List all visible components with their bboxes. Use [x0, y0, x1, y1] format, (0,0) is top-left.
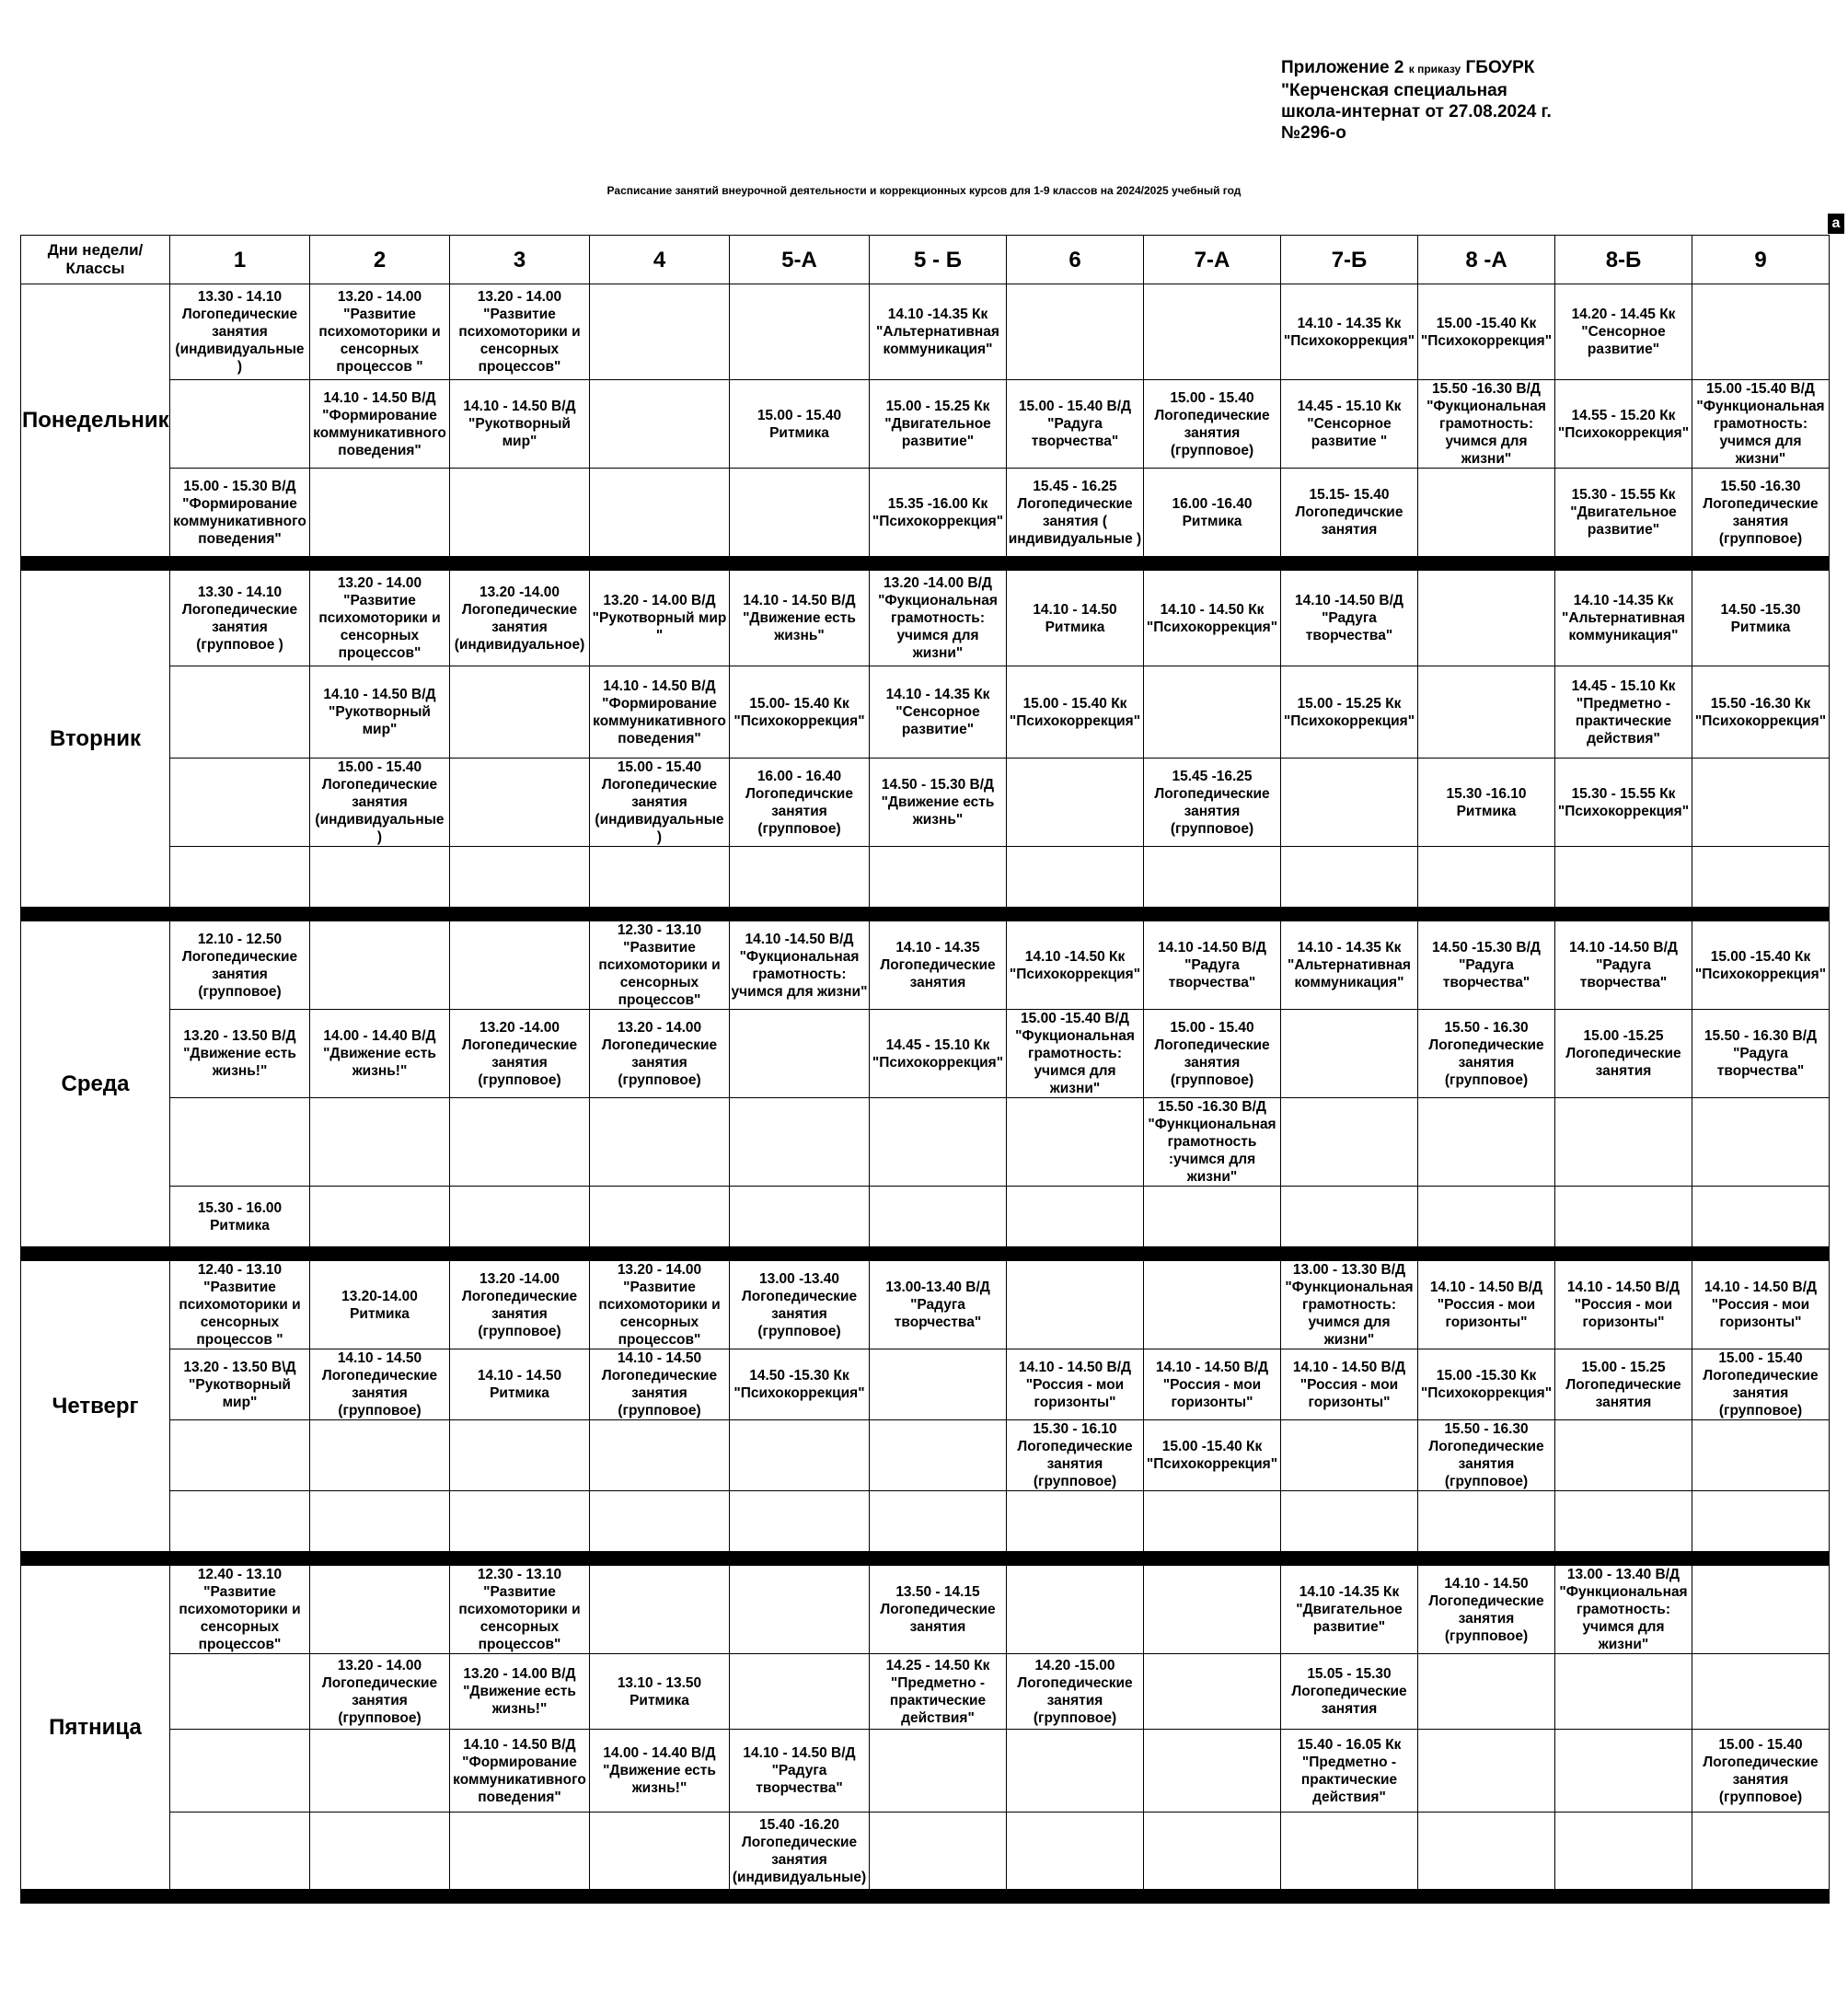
schedule-cell: 12.10 - 12.50 Логопедические занятия (групповое): [170, 921, 310, 1010]
schedule-cell: [1555, 1654, 1692, 1730]
schedule-cell: [1144, 847, 1281, 908]
schedule-cell: [170, 380, 310, 469]
schedule-cell: 14.10 -14.35 Кк "Альтернативная коммуникация": [1555, 571, 1692, 666]
schedule-cell: 12.30 - 13.10 "Развитие психомоторики и сенсорных процессов": [450, 1566, 590, 1654]
schedule-cell: [1418, 1812, 1555, 1890]
class-header: 2: [310, 236, 450, 284]
schedule-cell: 15.00 - 15.40 В/Д "Радуга творчества": [1007, 380, 1144, 469]
schedule-row: [21, 666, 1830, 759]
schedule-row: [21, 1491, 1830, 1552]
schedule-cell: [1692, 1812, 1830, 1890]
schedule-cell: 15.30 -16.10 Ритмика: [1418, 759, 1555, 847]
schedule-cell: [450, 847, 590, 908]
schedule-cell: 14.10 -14.50 В/Д "Фукциональная грамотность: учимся для жизни": [730, 921, 870, 1010]
schedule-cell: [170, 1812, 310, 1890]
separator-bar: [21, 1552, 1830, 1566]
schedule-cell: 13.20 - 14.00 "Развитие психомоторики и сенсорных процессов ": [310, 284, 450, 380]
schedule-cell: 13.20-14.00 Ритмика: [310, 1261, 450, 1349]
schedule-cell: [1418, 1491, 1555, 1552]
schedule-cell: [1281, 759, 1418, 847]
header-line1-b: ГБОУРК: [1465, 58, 1535, 77]
schedule-cell: 15.50 -16.30 Кк "Психокоррекция": [1692, 666, 1830, 759]
schedule-cell: [1418, 469, 1555, 557]
schedule-cell: [870, 1098, 1007, 1187]
schedule-cell: 15.30 - 16.10 Логопедические занятия (групповое): [1007, 1420, 1144, 1491]
schedule-cell: 14.50 -15.30 Ритмика: [1692, 571, 1830, 666]
class-header: 3: [450, 236, 590, 284]
schedule-cell: [590, 1187, 730, 1247]
schedule-cell: [1281, 1812, 1418, 1890]
schedule-cell: [590, 847, 730, 908]
schedule-cell: 12.40 - 13.10 "Развитие психомоторики и сенсорных процессов ": [170, 1261, 310, 1349]
schedule-cell: [1144, 1491, 1281, 1552]
schedule-cell: [1007, 284, 1144, 380]
schedule-cell: 13.20 - 14.00 Логопедические занятия (групповое): [310, 1654, 450, 1730]
schedule-cell: [1144, 1812, 1281, 1890]
schedule-cell: 12.40 - 13.10 "Развитие психомоторики и сенсорных процессов": [170, 1566, 310, 1654]
day-name: Понедельник: [21, 284, 170, 557]
schedule-cell: [1007, 759, 1144, 847]
schedule-cell: 15.30 - 16.00 Ритмика: [170, 1187, 310, 1247]
schedule-cell: 15.00 -15.40 Кк "Психокоррекция": [1144, 1420, 1281, 1491]
schedule-cell: [870, 1812, 1007, 1890]
corner-marker: a: [1828, 214, 1844, 234]
schedule-cell: 15.00 - 15.40 Ритмика: [730, 380, 870, 469]
schedule-cell: 15.00 -15.40 В/Д "Функциональная грамотность: учимся для жизни": [1692, 380, 1830, 469]
schedule-cell: [1555, 1730, 1692, 1812]
schedule-cell: [1692, 1420, 1830, 1491]
schedule-cell: [1418, 1654, 1555, 1730]
schedule-cell: 15.00 - 15.40 Кк "Психокоррекция": [1007, 666, 1144, 759]
schedule-cell: [1555, 1491, 1692, 1552]
schedule-cell: 15.35 -16.00 Кк "Психокоррекция": [870, 469, 1007, 557]
schedule-cell: [1418, 1187, 1555, 1247]
schedule-cell: 14.10 -14.50 В/Д "Радуга творчества": [1281, 571, 1418, 666]
schedule-cell: 15.00 -15.40 Кк "Психокоррекция": [1418, 284, 1555, 380]
schedule-cell: 15.00 -15.30 Кк "Психокоррекция": [1418, 1349, 1555, 1420]
schedule-cell: 15.15- 15.40 Логопедичские занятия: [1281, 469, 1418, 557]
schedule-cell: [310, 847, 450, 908]
separator-bar: [21, 1890, 1830, 1904]
schedule-cell: [1692, 284, 1830, 380]
schedule-cell: 13.50 - 14.15 Логопедические занятия: [870, 1566, 1007, 1654]
schedule-cell: 15.40 - 16.05 Кк "Предметно - практические действия": [1281, 1730, 1418, 1812]
schedule-cell: 14.10 - 14.50 В/Д "Радуга творчества": [730, 1730, 870, 1812]
schedule-cell: [1281, 1491, 1418, 1552]
schedule-row: [21, 847, 1830, 908]
schedule-cell: 14.10 - 14.50 В/Д "Россия - мои горизонты": [1692, 1261, 1830, 1349]
schedule-cell: [730, 469, 870, 557]
schedule-cell: [1144, 1187, 1281, 1247]
schedule-cell: [1007, 1491, 1144, 1552]
class-header: 1: [170, 236, 310, 284]
schedule-cell: 14.50 - 15.30 В/Д "Движение есть жизнь": [870, 759, 1007, 847]
schedule-cell: [1144, 1566, 1281, 1654]
day-separator: [21, 557, 1830, 571]
schedule-cell: 14.10 - 14.50 В/Д "Формирование коммуникативного поведения": [310, 380, 450, 469]
day-separator: [21, 908, 1830, 921]
schedule-cell: 15.00 -15.40 В/Д "Фукциональная грамотность: учимся для жизни": [1007, 1010, 1144, 1098]
schedule-row: [21, 1654, 1830, 1730]
schedule-cell: 15.00 - 15.25 Кк "Двигательное развитие": [870, 380, 1007, 469]
schedule-cell: 15.45 -16.25 Логопедические занятия (групповое): [1144, 759, 1281, 847]
schedule-cell: [310, 1812, 450, 1890]
schedule-cell: 15.40 -16.20 Логопедические занятия (индивидуальные): [730, 1812, 870, 1890]
schedule-cell: [1281, 847, 1418, 908]
schedule-cell: 15.00 - 15.40 Логопедические занятия (групповое): [1144, 1010, 1281, 1098]
schedule-cell: 14.10 - 14.50 В/Д "Рукотворный мир": [310, 666, 450, 759]
corner-header: Дни недели/Классы: [21, 236, 170, 284]
schedule-cell: [590, 469, 730, 557]
schedule-cell: [730, 1566, 870, 1654]
schedule-cell: [450, 1098, 590, 1187]
schedule-cell: 13.20 -14.00 В/Д "Фукциональная грамотность: учимся для жизни": [870, 571, 1007, 666]
schedule-cell: [170, 847, 310, 908]
schedule-row: [21, 1349, 1830, 1420]
class-header: 8-Б: [1555, 236, 1692, 284]
schedule-body: [21, 284, 1830, 1904]
schedule-cell: [590, 1491, 730, 1552]
schedule-cell: 14.10 - 14.50 В/Д "Формирование коммуникативного поведения": [450, 1730, 590, 1812]
schedule-cell: [450, 666, 590, 759]
schedule-cell: [730, 1187, 870, 1247]
schedule-cell: [870, 1349, 1007, 1420]
schedule-row: [21, 1010, 1830, 1098]
class-header: 6: [1007, 236, 1144, 284]
schedule-cell: [1555, 847, 1692, 908]
schedule-cell: 15.00 - 15.40 Логопедические занятия (групповое): [1144, 380, 1281, 469]
schedule-cell: 15.00 - 15.40 Логопедические занятия (индивидуальные ): [590, 759, 730, 847]
header-line2: "Керченская специальная: [1281, 81, 1507, 100]
schedule-cell: 13.20 - 14.00 "Развитие психомоторики и сенсорных процессов": [450, 284, 590, 380]
schedule-cell: 14.10 - 14.50 В/Д "Россия - мои горизонты": [1418, 1261, 1555, 1349]
schedule-cell: 14.10 - 14.50 В/Д "Формирование коммуникативного поведения": [590, 666, 730, 759]
schedule-cell: [730, 284, 870, 380]
schedule-cell: [450, 1491, 590, 1552]
schedule-cell: 15.00 - 15.40 Логопедические занятия (групповое): [1692, 1349, 1830, 1420]
schedule-cell: 14.10 - 14.50 В/Д "Россия - мои горизонты": [1281, 1349, 1418, 1420]
schedule-cell: [870, 1420, 1007, 1491]
schedule-cell: 15.05 - 15.30 Логопедические занятия: [1281, 1654, 1418, 1730]
schedule-cell: [1281, 1010, 1418, 1098]
schedule-cell: 14.10 - 14.35 Кк "Психокоррекция": [1281, 284, 1418, 380]
schedule-cell: [730, 847, 870, 908]
schedule-cell: [1692, 1187, 1830, 1247]
schedule-row: [21, 1566, 1830, 1654]
schedule-cell: [450, 1187, 590, 1247]
schedule-cell: 15.50 -16.30 В/Д "Фукциональная грамотность: учимся для жизни": [1418, 380, 1555, 469]
schedule-cell: [310, 921, 450, 1010]
schedule-cell: [590, 380, 730, 469]
schedule-cell: [730, 1491, 870, 1552]
schedule-cell: [310, 1187, 450, 1247]
schedule-cell: 14.10 -14.50 В/Д "Радуга творчества": [1555, 921, 1692, 1010]
schedule-cell: [590, 1420, 730, 1491]
schedule-row: [21, 284, 1830, 380]
schedule-row: [21, 571, 1830, 666]
class-header: 8 -А: [1418, 236, 1555, 284]
schedule-cell: 14.10 - 14.50 Логопедические занятия (групповое): [590, 1349, 730, 1420]
schedule-row: [21, 469, 1830, 557]
schedule-cell: [310, 469, 450, 557]
class-header: 5 - Б: [870, 236, 1007, 284]
schedule-cell: 13.20 - 14.00 В/Д "Рукотворный мир ": [590, 571, 730, 666]
schedule-cell: 14.50 -15.30 Кк "Психокоррекция": [730, 1349, 870, 1420]
separator-bar: [21, 908, 1830, 921]
day-separator: [21, 1247, 1830, 1261]
day-name: Вторник: [21, 571, 170, 908]
schedule-cell: [1692, 1654, 1830, 1730]
schedule-cell: [1281, 1098, 1418, 1187]
schedule-cell: 14.20 -15.00 Логопедические занятия (групповое): [1007, 1654, 1144, 1730]
schedule-cell: 14.10 - 14.35 Кк "Альтернативная коммуникация": [1281, 921, 1418, 1010]
schedule-cell: [730, 1420, 870, 1491]
schedule-cell: [1555, 1098, 1692, 1187]
header-line1-a: Приложение 2: [1281, 58, 1404, 77]
schedule-cell: [1418, 571, 1555, 666]
schedule-cell: [450, 1812, 590, 1890]
schedule-cell: [1007, 1098, 1144, 1187]
schedule-cell: 16.00 - 16.40 Логопедичские занятия (групповое): [730, 759, 870, 847]
schedule-cell: [730, 1098, 870, 1187]
schedule-cell: 14.10 -14.50 Кк "Психокоррекция": [1007, 921, 1144, 1010]
schedule-cell: 15.00 -15.40 Кк "Психокоррекция": [1692, 921, 1830, 1010]
schedule-cell: [870, 1491, 1007, 1552]
schedule-cell: [1007, 1261, 1144, 1349]
schedule-cell: [1007, 1730, 1144, 1812]
schedule-cell: 15.00 -15.25 Логопедические занятия: [1555, 1010, 1692, 1098]
schedule-cell: 13.30 - 14.10 Логопедические занятия (групповое ): [170, 571, 310, 666]
schedule-cell: 14.00 - 14.40 В/Д "Движение есть жизнь!": [310, 1010, 450, 1098]
schedule-cell: 13.20 -14.00 Логопедические занятия (индивидуальное): [450, 571, 590, 666]
class-header: 7-А: [1144, 236, 1281, 284]
schedule-cell: [1692, 847, 1830, 908]
day-separator: [21, 1890, 1830, 1904]
schedule-cell: 15.00- 15.40 Кк "Психокоррекция": [730, 666, 870, 759]
schedule-cell: 15.00 - 15.30 В/Д "Формирование коммуникативного поведения": [170, 469, 310, 557]
schedule-cell: [870, 847, 1007, 908]
schedule-cell: 13.20 -14.00 Логопедические занятия (групповое): [450, 1010, 590, 1098]
schedule-row: [21, 380, 1830, 469]
schedule-cell: [310, 1098, 450, 1187]
schedule-cell: 13.00 -13.40 Логопедические занятия (групповое): [730, 1261, 870, 1349]
schedule-cell: [730, 1010, 870, 1098]
schedule-cell: [450, 759, 590, 847]
schedule-cell: 13.20 - 14.00 "Развитие психомоторики и сенсорных процессов": [590, 1261, 730, 1349]
schedule-row: [21, 1812, 1830, 1890]
schedule-cell: [1007, 847, 1144, 908]
schedule-cell: [1144, 1261, 1281, 1349]
schedule-cell: [730, 1654, 870, 1730]
schedule-cell: [1418, 1730, 1555, 1812]
schedule-cell: 14.10 - 14.50 В/Д "Россия - мои горизонты": [1007, 1349, 1144, 1420]
schedule-cell: [450, 1420, 590, 1491]
schedule-cell: 15.50 -16.30 В/Д "Функциональная грамотность :учимся для жизни": [1144, 1098, 1281, 1187]
schedule-cell: [590, 1566, 730, 1654]
schedule-cell: 15.50 -16.30 Логопедические занятия (групповое): [1692, 469, 1830, 557]
schedule-cell: [1418, 847, 1555, 908]
schedule-cell: 15.30 - 15.55 Кк "Психокоррекция": [1555, 759, 1692, 847]
schedule-row: [21, 1187, 1830, 1247]
schedule-cell: 13.00 - 13.40 В/Д "Функциональная грамотность: учимся для жизни": [1555, 1566, 1692, 1654]
schedule-row: [21, 921, 1830, 1010]
header-row: [21, 236, 1830, 284]
schedule-cell: [1281, 1187, 1418, 1247]
schedule-cell: 13.00 - 13.30 В/Д "Функциональная грамотность: учимся для жизни": [1281, 1261, 1418, 1349]
day-name: Среда: [21, 921, 170, 1247]
schedule-cell: 12.30 - 13.10 "Развитие психомоторики и сенсорных процессов": [590, 921, 730, 1010]
schedule-cell: [1007, 1187, 1144, 1247]
schedule-cell: [1555, 1812, 1692, 1890]
schedule-cell: [1418, 1098, 1555, 1187]
schedule-cell: [1692, 759, 1830, 847]
schedule-cell: 13.20 -14.00 Логопедические занятия (групповое): [450, 1261, 590, 1349]
schedule-cell: [1007, 1812, 1144, 1890]
schedule-cell: 13.30 - 14.10 Логопедические занятия (индивидуальные ): [170, 284, 310, 380]
schedule-cell: 14.10 - 14.50 Кк "Психокоррекция": [1144, 571, 1281, 666]
schedule-cell: [590, 284, 730, 380]
schedule-cell: 14.10 - 14.35 Кк "Сенсорное развитие": [870, 666, 1007, 759]
schedule-cell: [1007, 1566, 1144, 1654]
schedule-cell: [450, 921, 590, 1010]
class-header: 5-А: [730, 236, 870, 284]
class-header: 7-Б: [1281, 236, 1418, 284]
schedule-cell: [1144, 284, 1281, 380]
schedule-cell: 14.10 - 14.50 В/Д "Движение есть жизнь": [730, 571, 870, 666]
schedule-row: [21, 1261, 1830, 1349]
schedule-cell: 14.10 - 14.50 В/Д "Россия - мои горизонты": [1555, 1261, 1692, 1349]
day-name: Пятница: [21, 1566, 170, 1890]
schedule-cell: 13.20 - 14.00 Логопедические занятия (групповое): [590, 1010, 730, 1098]
schedule-cell: 15.50 - 16.30 Логопедические занятия (групповое): [1418, 1420, 1555, 1491]
schedule-cell: [170, 1098, 310, 1187]
schedule-row: [21, 1420, 1830, 1491]
schedule-cell: 14.10 - 14.50 В/Д "Рукотворный мир": [450, 380, 590, 469]
schedule-cell: [1692, 1566, 1830, 1654]
schedule-row: [21, 1098, 1830, 1187]
schedule-cell: 16.00 -16.40 Ритмика: [1144, 469, 1281, 557]
schedule-cell: [310, 1566, 450, 1654]
schedule-cell: [170, 1491, 310, 1552]
schedule-cell: 13.20 - 14.00 В/Д "Движение есть жизнь!": [450, 1654, 590, 1730]
schedule-cell: 14.10 - 14.50 Логопедические занятия (групповое): [1418, 1566, 1555, 1654]
schedule-cell: 15.45 - 16.25 Логопедические занятия ( индивидуальные ): [1007, 469, 1144, 557]
schedule-cell: [170, 1420, 310, 1491]
schedule-cell: [1144, 1730, 1281, 1812]
schedule-cell: 13.20 - 13.50 В/Д "Движение есть жизнь!": [170, 1010, 310, 1098]
schedule-cell: [310, 1491, 450, 1552]
day-name: Четверг: [21, 1261, 170, 1552]
schedule-cell: [310, 1420, 450, 1491]
schedule-table: [20, 235, 1830, 1904]
header-line3: школа-интернат от 27.08.2024 г.: [1281, 102, 1552, 122]
schedule-cell: 15.00 - 15.40 Логопедические занятия (индивидуальные ): [310, 759, 450, 847]
schedule-cell: 14.10 - 14.50 Ритмика: [450, 1349, 590, 1420]
schedule-cell: [450, 469, 590, 557]
schedule-cell: [590, 1098, 730, 1187]
schedule-row: [21, 759, 1830, 847]
schedule-cell: 13.20 - 13.50 В\Д "Рукотворный мир": [170, 1349, 310, 1420]
schedule-cell: [870, 1187, 1007, 1247]
schedule-cell: 14.10 -14.35 Кк "Альтернативная коммуникация": [870, 284, 1007, 380]
schedule-cell: [1144, 666, 1281, 759]
schedule-cell: [170, 666, 310, 759]
schedule-cell: [1418, 666, 1555, 759]
schedule-cell: [170, 1654, 310, 1730]
schedule-cell: 14.45 - 15.10 Кк "Сенсорное развитие ": [1281, 380, 1418, 469]
day-separator: [21, 1552, 1830, 1566]
separator-bar: [21, 557, 1830, 571]
schedule-cell: 14.55 - 15.20 Кк "Психокоррекция": [1555, 380, 1692, 469]
schedule-row: [21, 1730, 1830, 1812]
schedule-cell: 15.50 - 16.30 В/Д "Радуга творчества": [1692, 1010, 1830, 1098]
schedule-cell: 13.00-13.40 В/Д "Радуга творчества": [870, 1261, 1007, 1349]
schedule-cell: 14.20 - 14.45 Кк "Сенсорное развитие": [1555, 284, 1692, 380]
schedule-cell: 15.00 - 15.25 Логопедические занятия: [1555, 1349, 1692, 1420]
schedule-cell: 15.30 - 15.55 Кк "Двигательное развитие": [1555, 469, 1692, 557]
header-line4: №296-о: [1281, 123, 1346, 143]
schedule-cell: 15.00 - 15.40 Логопедические занятия (групповое): [1692, 1730, 1830, 1812]
schedule-cell: [870, 1730, 1007, 1812]
schedule-cell: [1281, 1420, 1418, 1491]
schedule-cell: 15.50 - 16.30 Логопедические занятия (групповое): [1418, 1010, 1555, 1098]
schedule-cell: 15.00 - 15.25 Кк "Психокоррекция": [1281, 666, 1418, 759]
schedule-cell: [1144, 1654, 1281, 1730]
schedule-cell: [170, 1730, 310, 1812]
schedule-cell: 13.10 - 13.50 Ритмика: [590, 1654, 730, 1730]
schedule-cell: 14.10 - 14.50 Логопедические занятия (групповое): [310, 1349, 450, 1420]
class-header: 9: [1692, 236, 1830, 284]
schedule-cell: [1692, 1491, 1830, 1552]
schedule-cell: 14.25 - 14.50 Кк "Предметно - практические действия": [870, 1654, 1007, 1730]
schedule-cell: 14.10 -14.35 Кк "Двигательное развитие": [1281, 1566, 1418, 1654]
schedule-cell: [1692, 1098, 1830, 1187]
class-header: 4: [590, 236, 730, 284]
schedule-cell: 14.45 - 15.10 Кк "Психокоррекция": [870, 1010, 1007, 1098]
schedule-cell: 14.10 -14.50 В/Д "Радуга творчества": [1144, 921, 1281, 1010]
schedule-cell: 14.10 - 14.50 Ритмика: [1007, 571, 1144, 666]
schedule-cell: [170, 759, 310, 847]
schedule-cell: [1555, 1420, 1692, 1491]
schedule-cell: [590, 1812, 730, 1890]
schedule-cell: 14.00 - 14.40 В/Д "Движение есть жизнь!": [590, 1730, 730, 1812]
schedule-cell: 14.50 -15.30 В/Д "Радуга творчества": [1418, 921, 1555, 1010]
schedule-cell: [310, 1730, 450, 1812]
schedule-cell: [1555, 1187, 1692, 1247]
schedule-cell: 14.45 - 15.10 Кк "Предметно - практические действия": [1555, 666, 1692, 759]
header-line1-small: к приказу: [1408, 63, 1461, 75]
schedule-cell: 14.10 - 14.50 В/Д "Россия - мои горизонты": [1144, 1349, 1281, 1420]
schedule-title: Расписание занятий внеурочной деятельности и коррекционных курсов для 1-9 классов на 2024/2025 учебный год: [606, 184, 1242, 197]
order-header: [1281, 57, 1796, 144]
separator-bar: [21, 1247, 1830, 1261]
schedule-cell: 13.20 - 14.00 "Развитие психомоторики и сенсорных процессов": [310, 571, 450, 666]
schedule-cell: 14.10 - 14.35 Логопедические занятия: [870, 921, 1007, 1010]
